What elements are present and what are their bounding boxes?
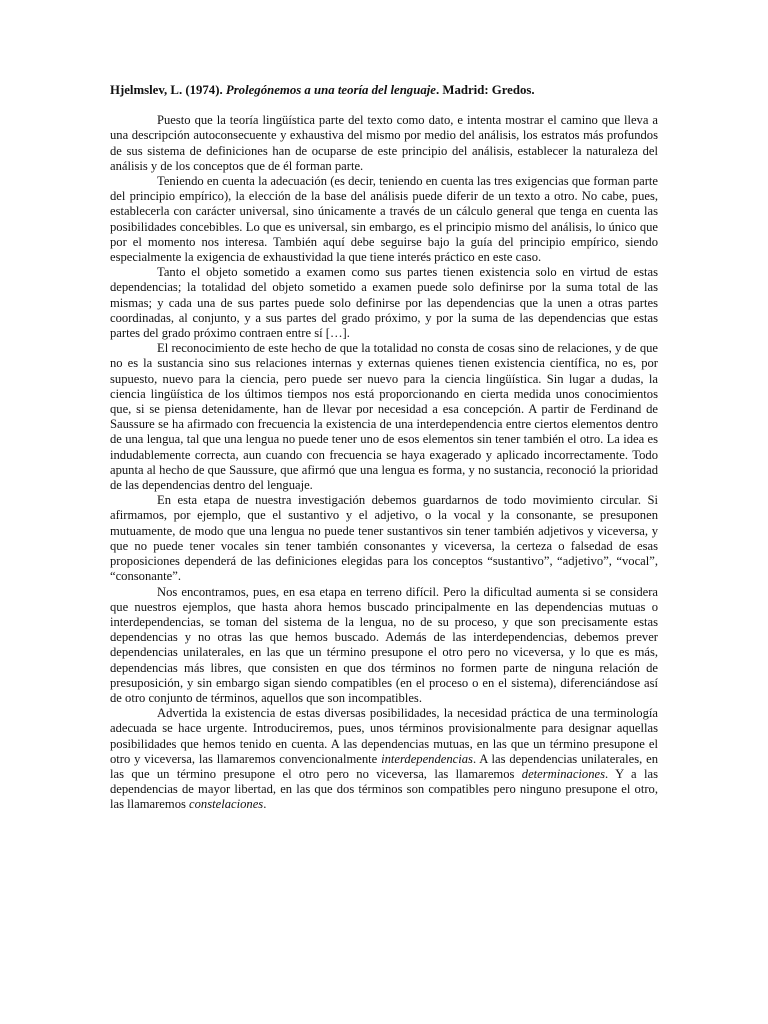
paragraph-text: .: [263, 797, 267, 812]
document-page: [110, 83, 658, 813]
paragraph-text: Advertida la existencia de estas diversas posibilidades, la necesidad práctica de una terminología adecuada se hace urgente. Introduciremos, pues, unos términos provisionalmente para designar aquellas posibilidades que hemos tenido en cuenta. A las dependencias mutuas, en las que un término presupone el otro y viceversa, las llamaremos convencionalmente: [110, 706, 658, 766]
paragraph-text: El reconocimiento de este hecho de que la totalidad no consta de cosas sino de relaciones, y de que no es la sustancia sino sus relaciones internas y externas quienes tienen existencia científica, no es, por supuesto, nuevo para la ciencia, pero puede ser nuevo para la ciencia lingüística. Sin lugar a dudas, la ciencia lingüística de los últimos tiempos nos está proporcionando en cierta medida unos conocimientos que, si se piensa detenidamente, han de llevar por necesidad a esa concepción. A partir de Ferdinand de Saussure se ha afirmado con frecuencia la existencia de una interdependencia entre ciertos elementos dentro de una lengua, tal que una lengua no puede tener uno de esos elementos sin tener también el otro. La idea es indudablemente correcta, aun cuando con frecuencia se haya exagerado y aplicado incorrectamente. Todo apunta al hecho de que Saussure, que afirmó que una lengua es forma, y no sustancia, reconoció la prioridad de las dependencias dentro del lenguaje.: [110, 341, 658, 493]
paragraph-text: Teniendo en cuenta la adecuación (es decir, teniendo en cuenta las tres exigencias que forman parte del principio empírico), la elección de la base del análisis puede diferir de un texto a otro. No cabe, pues, establecerla con carácter universal, sino únicamente a través de un cálculo general que tenga en cuenta las posibilidades concebibles. Lo que es universal, sin embargo, es el principio mismo del análisis, lo único que por el momento nos interesa. También aquí debe seguirse bajo la guía del principio empírico, siendo especialmente la exigencia de exhaustividad la que tiene interés práctico en este caso.: [110, 174, 658, 265]
body-paragraph: [110, 706, 658, 812]
paragraph-text: . Y a las dependencias de mayor libertad, en las que dos términos son compatibles pero ninguno presupone el otro, las llamaremos: [110, 766, 658, 812]
italic-term: constelaciones: [189, 797, 264, 812]
body-paragraph: [110, 585, 658, 707]
paragraph-text: . A las dependencias unilaterales, en las que un término presupone el otro pero no viceversa, las llamaremos: [110, 751, 658, 781]
paragraph-text: Tanto el objeto sometido a examen como sus partes tienen existencia solo en virtud de estas dependencias; la totalidad del objeto sometido a examen puede solo definirse por la suma total de las mismas; y cada una de sus partes puede solo definirse por las dependencias que la unen a otras partes coordinadas, al conjunto, y a sus partes del grado próximo, y por la suma de las dependencias que estas partes del grado próximo contraen entre sí […].: [110, 265, 658, 341]
body-paragraph: [110, 174, 658, 265]
italic-term: interdependencias: [381, 751, 473, 766]
body-paragraph: [110, 493, 658, 584]
paragraph-text: Puesto que la teoría lingüística parte del texto como dato, e intenta mostrar el camino que lleva a una descripción autoconsecuente y exhaustiva del mismo por medio del análisis, los estratos más profundos de sus sistema de definiciones han de ocuparse de este principio del análisis, establecer la naturaleza del análisis y de los conceptos que de él forman parte.: [110, 113, 658, 173]
citation-header: [110, 83, 658, 98]
paragraph-text: Nos encontramos, pues, en esa etapa en terreno difícil. Pero la dificultad aumenta si se considera que nuestros ejemplos, que hasta ahora hemos buscado principalmente en las dependencias mutuas o interdependencias, se toman del sistema de la lengua, no de su proceso, y que son precisamente estas dependencias y no otras las que hemos buscado. Además de las interdependencias, debemos prever dependencias unilaterales, en las que un término presupone el otro pero no viceversa, y lo que es más, dependencias más libres, que consisten en que dos términos no formen parte de ninguna relación de presuposición, y sin embargo sigan siendo compatibles (en el proceso o en el sistema), diferenciándose así de otro conjunto de términos, aquellos que son incompatibles.: [110, 584, 658, 705]
citation-author-year: Hjelmslev, L. (1974).: [110, 83, 226, 97]
citation-publisher: . Madrid: Gredos.: [435, 83, 535, 97]
italic-term: determinaciones: [521, 766, 606, 781]
body-paragraph: [110, 113, 658, 174]
body-text: [110, 113, 658, 812]
paragraph-text: En esta etapa de nuestra investigación debemos guardarnos de todo movimiento circular. Si afirmamos, por ejemplo, que el sustantivo y el adjetivo, o la vocal y la consonante, se presuponen mutuamente, de modo que una lengua no puede tener sustantivos sin tener también adjetivos y viceversa, y que no puede tener vocales sin tener también consonantes y viceversa, la certeza o falsedad de esas proposiciones dependerá de las definiciones elegidas para los conceptos “sustantivo”, “adjetivo”, “vocal”, “consonante”.: [110, 493, 658, 584]
body-paragraph: [110, 341, 658, 493]
body-paragraph: [110, 265, 658, 341]
citation-title: Prolegónemos a una teoría del lenguaje: [225, 83, 436, 97]
